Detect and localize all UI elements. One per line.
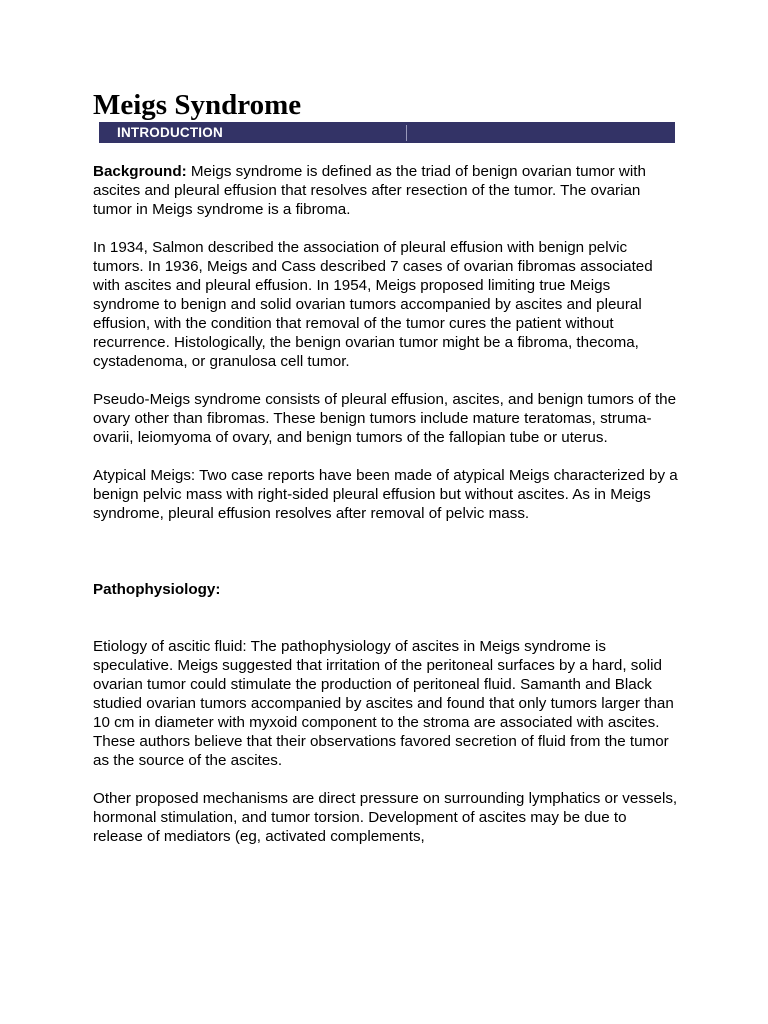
document-body [93, 162, 679, 846]
atypical-meigs-paragraph: Atypical Meigs: Two case reports have been made of atypical Meigs characterized by a benign pelvic mass with right-sided pleural effusion but without ascites. As in Meigs syndrome, pleural effusion resolves after removal of pelvic mass. [93, 467, 678, 522]
section-header-label: INTRODUCTION [117, 125, 223, 140]
spacer [93, 542, 679, 580]
page-title: Meigs Syndrome [93, 89, 302, 121]
spacer [93, 599, 679, 637]
document-page [93, 88, 679, 865]
background-text: Meigs syndrome is defined as the triad of benign ovarian tumor with ascites and pleural effusion that resolves after resection of the tumor. The ovarian tumor in Meigs syndrome is a fibroma. [93, 163, 646, 218]
mechanisms-paragraph: Other proposed mechanisms are direct pressure on surrounding lymphatics or vessels, hormonal stimulation, and tumor torsion. Development of ascites may be due to release of mediators (eg, activated complements, [93, 790, 678, 845]
background-label: Background: [93, 163, 187, 180]
history-paragraph: In 1934, Salmon described the association of pleural effusion with benign pelvic tumors. In 1936, Meigs and Cass described 7 cases of ovarian fibromas associated with ascites and pleural effusion. In 1954, Meigs proposed limiting true Meigs syndrome to benign and solid ovarian tumors accompanied by ascites and pleural effusion, with the condition that removal of the tumor cures the patient without recurrence. Histologically, the benign ovarian tumor might be a fibroma, thecoma, cystadenoma, or granulosa cell tumor. [93, 239, 653, 370]
section-bar-gap [93, 122, 99, 143]
pathophysiology-heading: Pathophysiology: [93, 581, 221, 598]
section-header-bar [93, 122, 675, 143]
section-bar-divider [406, 125, 407, 141]
pseudo-meigs-paragraph: Pseudo-Meigs syndrome consists of pleural effusion, ascites, and benign tumors of the ovary other than fibromas. These benign tumors include mature teratomas, struma-ovarii, leiomyoma of ovary, and benign tumors of the fallopian tube or uterus. [93, 391, 677, 446]
background-paragraph [93, 162, 679, 219]
ascitic-fluid-paragraph: Etiology of ascitic fluid: The pathophysiology of ascites in Meigs syndrome is speculative. Meigs suggested that irritation of the peritoneal surfaces by a hard, solid ovarian tumor could stimulate the production of peritoneal fluid. Samanth and Black studied ovarian tumors accompanied by ascites and found that only tumors larger than 10 cm in diameter with myxoid component to the stroma are associated with ascites. These authors believe that their observations favored secretion of fluid from the tumor as the source of the ascites. [93, 638, 674, 769]
